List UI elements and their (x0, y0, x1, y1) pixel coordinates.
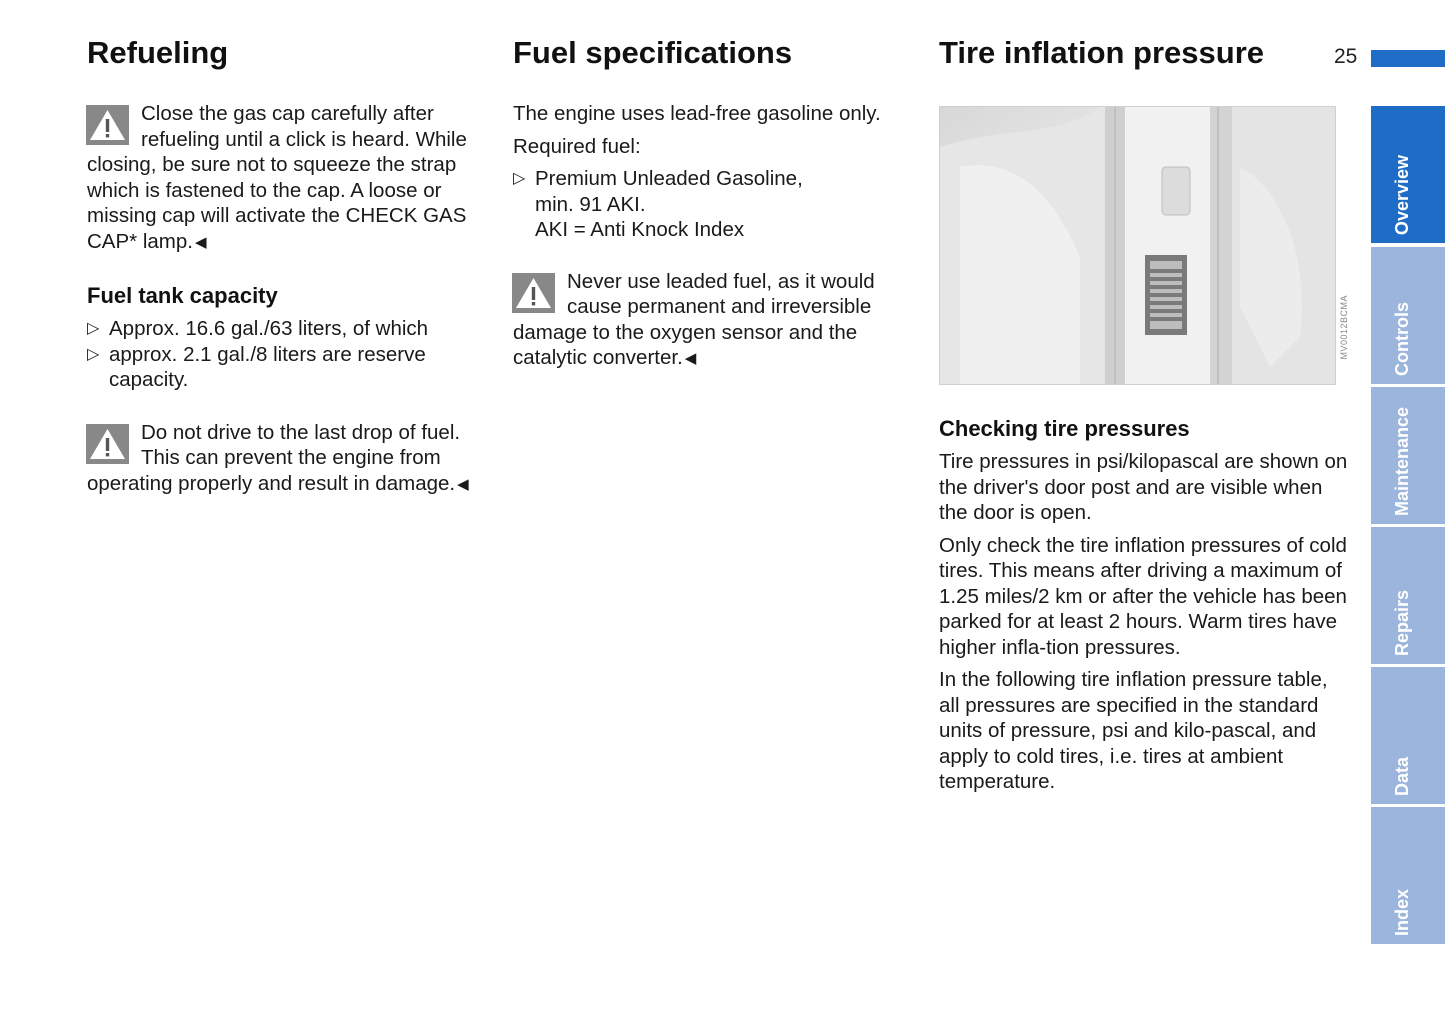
warning-last-drop-text-first: Do not drive to the last drop of fuel. (141, 420, 461, 444)
warning-last-drop-text-rest: This can prevent the engine from operating properly and result in damage. (87, 446, 456, 495)
tab-controls[interactable] (1371, 247, 1445, 384)
warning-gas-cap-text-rest: While closing, be sure not to squeeze the strap which is fastened to the cap. A loose or missing cap will activate the CHECK GAS CAP* lamp. (87, 127, 467, 253)
tire-paragraph-2: Only check the tire inflation pressures of cold tires. This means after driving a maximum of 1.25 miles/2 km or after the vehicle has been parked for at least 2 hours. Warm tires have higher infla-tion pressures. (939, 533, 1347, 659)
fuel-specifications-title: Fuel specifications (513, 35, 793, 70)
warning-gas-cap-text-first: Close the gas cap carefully after refueling until a click is heard. (141, 102, 434, 151)
list-item: ▷ Approx. 16.6 gal./63 liters, of which (87, 317, 429, 340)
checking-tire-pressures-title: Checking tire pressures (939, 416, 1190, 441)
tab-maintenance-label: Maintenance (1392, 406, 1412, 516)
bullet-triangle-icon: ▷ (87, 345, 100, 363)
warning-triangle-icon (86, 424, 129, 464)
end-mark-icon: ◀ (457, 475, 469, 493)
warning-triangle-icon (512, 273, 555, 313)
warning-gas-cap (87, 101, 492, 255)
header-accent-bar (1371, 50, 1445, 67)
tab-data[interactable] (1371, 667, 1445, 804)
tab-index[interactable] (1371, 807, 1445, 944)
warning-last-drop (87, 420, 492, 498)
door-post-photo (939, 106, 1349, 385)
tab-overview-label: Overview (1392, 154, 1412, 235)
warning-leaded-fuel-text-rest: damage to the oxygen sensor and the catalytic converter. (513, 320, 858, 369)
tab-index-label: Index (1392, 888, 1412, 936)
fuel-intro-text: The engine uses lead-free gasoline only. (513, 102, 881, 125)
required-fuel-label: Required fuel: (513, 134, 641, 158)
warning-leaded-fuel-text-first: Never use leaded fuel, as it would cause permanent and irreversible (567, 269, 875, 318)
tab-maintenance[interactable] (1371, 387, 1445, 524)
tire-pressure-title: Tire inflation pressure (939, 35, 1265, 70)
tab-data-label: Data (1392, 756, 1412, 796)
tire-paragraph-1: Tire pressures in psi/kilopascal are shown on the driver's door post and are visible when the door is open. (939, 450, 1348, 524)
door-post-illustration (940, 107, 1335, 384)
bullet-triangle-icon: ▷ (87, 320, 100, 337)
page-number: 25 (1334, 45, 1358, 68)
warning-triangle-icon (86, 105, 129, 145)
list-item: ▷ Premium Unleaded Gasoline, min. 91 AKI. AKI = Anti Knock Index (513, 167, 803, 241)
tab-repairs-label: Repairs (1392, 589, 1412, 656)
warning-leaded-fuel (513, 269, 918, 372)
list-item: ▷ approx. 2.1 gal./8 liters are reserve capacity. (87, 342, 426, 391)
tab-controls-label: Controls (1392, 302, 1412, 376)
refueling-title: Refueling (87, 35, 229, 70)
tab-overview[interactable] (1371, 106, 1445, 243)
bullet-triangle-icon: ▷ (513, 170, 526, 187)
tab-repairs[interactable] (1371, 527, 1445, 664)
fuel-tank-capacity-title: Fuel tank capacity (87, 283, 278, 308)
end-mark-icon: ◀ (684, 350, 697, 367)
image-code: MV0012BCMA (1339, 295, 1349, 360)
end-mark-icon: ◀ (194, 233, 207, 251)
tire-paragraph-3: In the following tire inflation pressure table, all pressures are specified in the standard units of pressure, psi and kilo-pascal, and apply to cold tires, i.e. tires at ambient temperature. (939, 668, 1328, 793)
